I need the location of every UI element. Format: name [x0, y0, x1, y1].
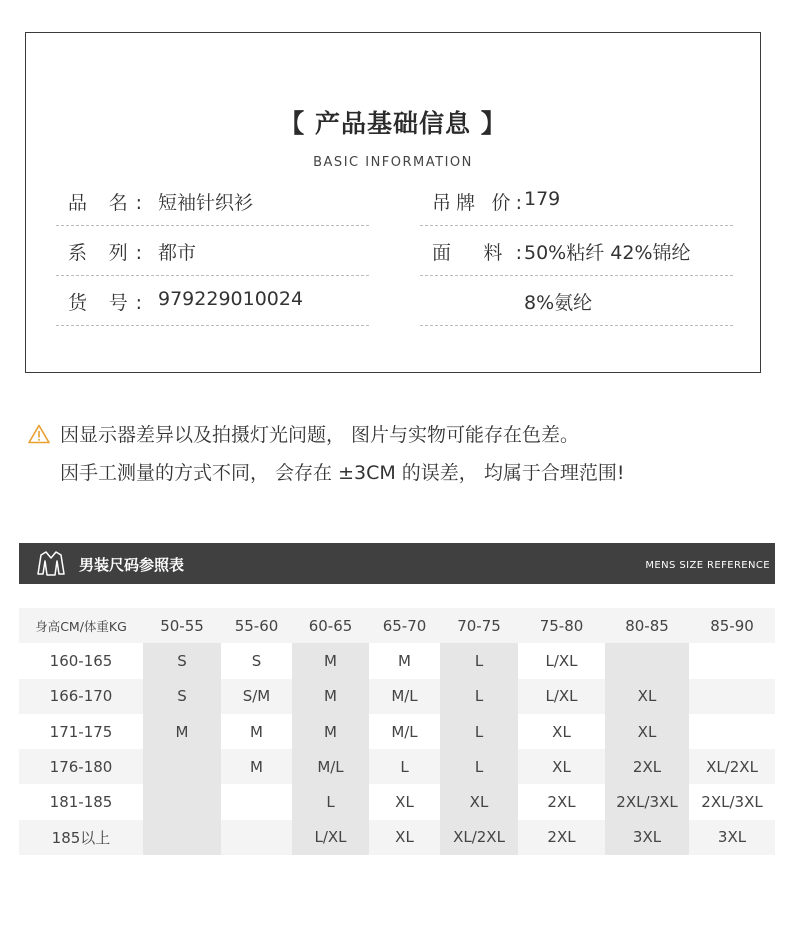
size-chart-title: 男装尺码参照表	[79, 556, 185, 574]
size-cell	[689, 679, 775, 714]
size-cell	[689, 714, 775, 749]
weight-range-header: 80-85	[605, 608, 689, 643]
size-cell: L/XL	[518, 679, 605, 714]
size-cell: XL	[518, 749, 605, 784]
size-cell: M	[292, 714, 369, 749]
field-label: 货 号:	[68, 292, 142, 314]
weight-range-header: 70-75	[440, 608, 518, 643]
field-value: 979229010024	[158, 288, 304, 310]
size-cell: S/M	[221, 679, 292, 714]
field-value: 179	[524, 188, 561, 210]
size-cell	[689, 643, 775, 678]
weight-range-header: 85-90	[689, 608, 775, 643]
field-label: 系 列:	[68, 242, 142, 264]
size-chart-subtitle: MENS SIZE REFERENCE	[645, 560, 770, 571]
size-chart-banner	[19, 543, 775, 584]
field-value: 8%氨纶	[524, 292, 593, 314]
size-cell: XL	[605, 679, 689, 714]
size-cell	[143, 784, 221, 819]
field-value: 50%粘纤 42%锦纶	[524, 242, 691, 264]
size-cell: L	[440, 643, 518, 678]
size-table-row	[19, 820, 775, 855]
height-range-label: 160-165	[19, 643, 143, 678]
info-title: 【 产品基础信息 】	[279, 109, 507, 138]
size-cell: S	[143, 679, 221, 714]
height-range-label: 166-170	[19, 679, 143, 714]
size-table-row	[19, 749, 775, 784]
size-cell: 2XL	[518, 820, 605, 855]
info-subtitle: BASIC INFORMATION	[313, 155, 473, 170]
size-cell	[221, 784, 292, 819]
size-cell: 2XL	[518, 784, 605, 819]
size-cell: XL	[369, 820, 440, 855]
weight-range-header: 60-65	[292, 608, 369, 643]
size-cell: L	[369, 749, 440, 784]
size-cell: XL	[440, 784, 518, 819]
size-cell: L	[440, 679, 518, 714]
size-cell: M/L	[292, 749, 369, 784]
size-table-row	[19, 784, 775, 819]
field-value: 都市	[158, 242, 197, 264]
size-cell: M	[143, 714, 221, 749]
field-fabric	[420, 226, 733, 276]
size-cell: 2XL	[605, 749, 689, 784]
size-table-row	[19, 679, 775, 714]
size-cell: 2XL/3XL	[689, 784, 775, 819]
size-cell: 3XL	[605, 820, 689, 855]
field-label: 面 料:	[432, 242, 522, 264]
size-cell: S	[221, 643, 292, 678]
size-cell: 3XL	[689, 820, 775, 855]
size-cell: L	[292, 784, 369, 819]
field-value: 短袖针织衫	[158, 192, 254, 214]
weight-range-header: 55-60	[221, 608, 292, 643]
height-range-label: 185以上	[19, 820, 143, 855]
size-cell: XL	[369, 784, 440, 819]
field-series	[56, 226, 369, 276]
size-cell: M/L	[369, 714, 440, 749]
height-range-label: 181-185	[19, 784, 143, 819]
size-cell: M	[221, 749, 292, 784]
notice-line-1: 因显示器差异以及拍摄灯光问题， 图片与实物可能存在色差。	[60, 424, 580, 446]
weight-range-header: 50-55	[143, 608, 221, 643]
weight-range-header: 65-70	[369, 608, 440, 643]
field-label: 吊牌 价:	[432, 192, 522, 214]
field-label: 品 名:	[68, 192, 142, 214]
size-cell: XL/2XL	[689, 749, 775, 784]
field-item-number	[56, 276, 369, 326]
size-cell	[221, 820, 292, 855]
size-cell: XL/2XL	[440, 820, 518, 855]
size-cell: M	[292, 643, 369, 678]
size-table-row	[19, 714, 775, 749]
size-cell: 2XL/3XL	[605, 784, 689, 819]
size-cell: S	[143, 643, 221, 678]
field-tag-price	[420, 176, 733, 226]
corner-label: 身高CM/体重KG	[19, 608, 143, 643]
size-cell: M	[292, 679, 369, 714]
size-table-header-row	[19, 608, 775, 643]
size-cell	[143, 749, 221, 784]
field-product-name	[56, 176, 369, 226]
size-cell: L	[440, 749, 518, 784]
hanger-icon	[37, 550, 65, 577]
notice-line-2: 因手工测量的方式不同， 会存在 ±3CM 的误差， 均属于合理范围!	[60, 462, 625, 484]
size-cell: M	[369, 643, 440, 678]
size-cell: M/L	[369, 679, 440, 714]
size-table-row	[19, 643, 775, 678]
field-fabric-continued	[420, 276, 733, 326]
size-table	[19, 608, 775, 855]
size-cell: XL	[605, 714, 689, 749]
size-cell: XL	[518, 714, 605, 749]
size-cell: M	[221, 714, 292, 749]
height-range-label: 171-175	[19, 714, 143, 749]
height-range-label: 176-180	[19, 749, 143, 784]
size-cell	[143, 820, 221, 855]
size-cell: L/XL	[292, 820, 369, 855]
size-cell: L	[440, 714, 518, 749]
weight-range-header: 75-80	[518, 608, 605, 643]
size-cell: L/XL	[518, 643, 605, 678]
warning-triangle-icon	[28, 424, 50, 444]
size-cell	[605, 643, 689, 678]
